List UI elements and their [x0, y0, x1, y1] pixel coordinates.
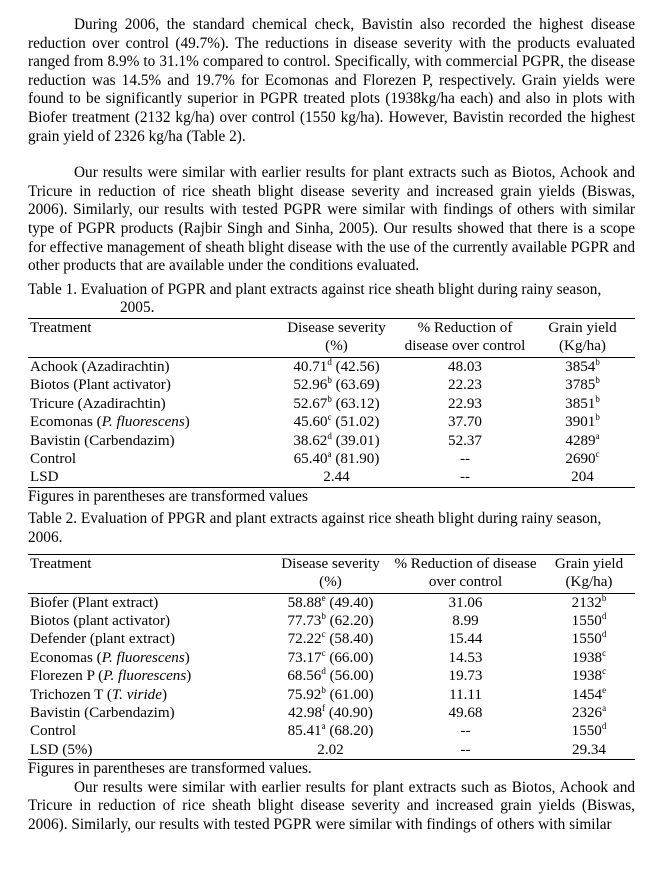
cell-disease-severity: 42.98$^f$ (40.90): [288, 702, 373, 721]
cell-disease-severity: 73.17$^c$ (66.00): [287, 647, 374, 666]
cell-disease-severity: 75.92$^b$ (61.00): [287, 684, 374, 703]
cell-treatment: Control: [30, 450, 77, 467]
paragraph-2: Our results were similar with earlier results for plant extracts such as Biotos, Achook and Tricure in reduction of rice sheath blight disease severity and increased grain yields (Biswas, 2006). Similarly, our results with tested PGPR were similar with findings of others with similar type of PGPR products (Rajbir Singh and Sinha, 2005). Our results showed that there is a scope for effective management of sheath blight disease with the use of the currently available PGPR and other products that are available under the conditions evaluated.: [28, 164, 635, 275]
cell-grain-yield: 2690$^c$: [565, 448, 600, 467]
cell-disease-severity: 68.56$^d$ (56.00): [287, 666, 374, 685]
cell-disease-severity: 58.88e (49.40): [287, 592, 374, 611]
document-page: [28, 16, 635, 835]
cell-reduction: 22.93: [448, 395, 482, 412]
cell-disease-severity: 85.41$^a$ (68.20): [287, 721, 374, 740]
cell-grain-yield: 3854$^b$: [565, 356, 600, 375]
cell-treatment: LSD: [28, 468, 273, 487]
cell-grain-yield: 1938$^c$: [571, 647, 607, 666]
cell-disease-severity: 52.96$^b$ (63.69): [293, 375, 380, 394]
cell-treatment: Ecomonas (P. fluorescens): [30, 414, 190, 431]
table-1-note: Figures in parentheses are transformed values: [28, 487, 308, 505]
table-2-note: Figures in parentheses are transformed values.: [28, 760, 312, 778]
table-1-caption: [28, 281, 635, 318]
table-row: [28, 686, 635, 704]
cell-reduction: --: [400, 468, 530, 487]
cell-treatment: Bavistin (Carbendazim): [30, 432, 175, 449]
table-1-caption-line1: Table 1. Evaluation of PGPR and plant extracts against rice sheath blight during rainy season,: [28, 280, 602, 298]
cell-disease-severity: 2.44: [273, 468, 400, 487]
cell-reduction: 15.44: [448, 631, 483, 648]
table-2: [28, 554, 635, 761]
cell-treatment: Defender (plant extract): [30, 631, 175, 648]
table-header-row: [28, 318, 635, 357]
cell-treatment: Biotos (plant activator): [30, 612, 171, 629]
table-row: [28, 649, 635, 667]
table-row: [28, 432, 635, 450]
cell-disease-severity: 52.67$^b$ (63.12): [293, 393, 380, 412]
cell-treatment: Biofer (Plant extract): [30, 594, 159, 611]
table-row: [28, 395, 635, 413]
cell-grain-yield: 204: [530, 468, 635, 487]
cell-reduction: --: [460, 723, 471, 740]
table-row: [28, 413, 635, 431]
table-row: [28, 630, 635, 648]
cell-grain-yield: 3785$^b$: [565, 375, 600, 394]
paragraph-1: During 2006, the standard chemical check, Bavistin also recorded the highest disease reduction over control (49.7%). The reductions in disease severity with the products evaluated ranged from 8.9% to 31.1% compared to control. Specifically, with commercial PGPR, the disease reduction was 14.5% and 19.7% for Ecomonas and Florezen P, respectively. Grain yields were found to be significantly superior in PGPR treated plots (1938kg/ha each) and also in plots with Biofer treatment (2132 kg/ha) over control (1550 kg/ha). However, Bavistin recorded the highest grain yield of 2326 kg/ha (Table 2).: [28, 16, 635, 145]
table-row: [28, 357, 635, 376]
cell-reduction: --: [459, 450, 471, 467]
cell-treatment: Achook (Azadirachtin): [30, 358, 170, 375]
cell-treatment: Control: [30, 723, 77, 740]
table-row: [28, 612, 635, 630]
cell-grain-yield: 1454e: [571, 684, 607, 703]
cell-grain-yield: 4289$^a$: [565, 430, 600, 449]
cell-reduction: 22.23: [448, 377, 482, 394]
cell-grain-yield: 2132$^b$: [571, 592, 607, 611]
cell-reduction: 14.53: [448, 649, 483, 666]
header-reduction: % Reduction of disease over control: [400, 318, 530, 357]
table-2-caption-line2: 2006.: [28, 528, 63, 546]
cell-reduction: 48.03: [448, 358, 482, 375]
cell-disease-severity: 2.02: [273, 741, 388, 760]
paragraph-3: Our results were similar with earlier results for plant extracts such as Biotos, Achook and Tricure in reduction of rice sheath blight disease severity and increased grain yields (Biswas, 2006). Similarly, our results with tested PGPR were similar with findings of others with similar: [28, 778, 635, 833]
table-row: [28, 468, 635, 487]
table-1-caption-line2: 2005.: [120, 299, 155, 317]
table-row: [28, 376, 635, 394]
cell-grain-yield: 1938$^c$: [571, 666, 607, 685]
cell-reduction: 49.68: [448, 704, 483, 721]
cell-disease-severity: 45.60$^c$ (51.02): [293, 412, 380, 431]
table-row: [28, 450, 635, 468]
table-row: [28, 667, 635, 685]
cell-treatment: Florezen P (P. fluorescens): [30, 668, 192, 685]
table-row: [28, 704, 635, 722]
cell-reduction: 8.99: [452, 612, 479, 629]
cell-grain-yield: 3901$^b$: [565, 412, 600, 431]
table-2-caption: [28, 510, 635, 547]
cell-reduction: 19.73: [448, 668, 483, 685]
cell-disease-severity: 72.22$^c$ (58.40): [287, 629, 374, 648]
cell-grain-yield: 29.34: [543, 741, 635, 760]
table-row: [28, 722, 635, 740]
header-disease-severity: Disease severity (%): [273, 318, 400, 357]
cell-reduction: 11.11: [449, 686, 482, 703]
header-grain-yield: Grain yield (Kg/ha): [543, 554, 635, 593]
table-row: [28, 741, 635, 760]
cell-treatment: Bavistin (Carbendazim): [30, 704, 175, 721]
cell-disease-severity: 40.71$^d$ (42.56): [293, 356, 380, 375]
cell-treatment: Trichozen T (T. viride): [30, 686, 167, 703]
cell-reduction: 31.06: [448, 594, 483, 611]
table-2-caption-line1: Table 2. Evaluation of PPGR and plant extracts against rice sheath blight during rainy season,: [28, 510, 602, 528]
header-reduction: % Reduction of disease over control: [388, 554, 543, 593]
cell-disease-severity: 38.62$^d$ (39.01): [293, 430, 380, 449]
table-header-row: [28, 554, 635, 593]
cell-treatment: Tricure (Azadirachtin): [30, 395, 166, 412]
cell-treatment: LSD (5%): [28, 741, 273, 760]
table-1: [28, 318, 635, 488]
header-treatment: Treatment: [28, 554, 273, 593]
cell-disease-severity: 77.73$^b$ (62.20): [287, 610, 374, 629]
cell-grain-yield: 3851$^b$: [565, 393, 600, 412]
cell-reduction: 52.37: [448, 432, 482, 449]
cell-grain-yield: 1550$^d$: [571, 610, 607, 629]
header-treatment: Treatment: [28, 318, 273, 357]
cell-treatment: Biotos (Plant activator): [30, 377, 171, 394]
cell-grain-yield: 1550$^d$: [571, 721, 607, 740]
cell-disease-severity: 65.40$^a$ (81.90): [293, 448, 380, 467]
cell-reduction: --: [388, 741, 543, 760]
cell-treatment: Economas (P. fluorescens): [30, 649, 190, 666]
cell-grain-yield: 1550$^d$: [571, 629, 607, 648]
cell-grain-yield: 2326$^a$: [571, 702, 607, 721]
cell-reduction: 37.70: [448, 414, 482, 431]
table-row: [28, 593, 635, 612]
header-grain-yield: Grain yield (Kg/ha): [530, 318, 635, 357]
header-disease-severity: Disease severity (%): [273, 554, 388, 593]
